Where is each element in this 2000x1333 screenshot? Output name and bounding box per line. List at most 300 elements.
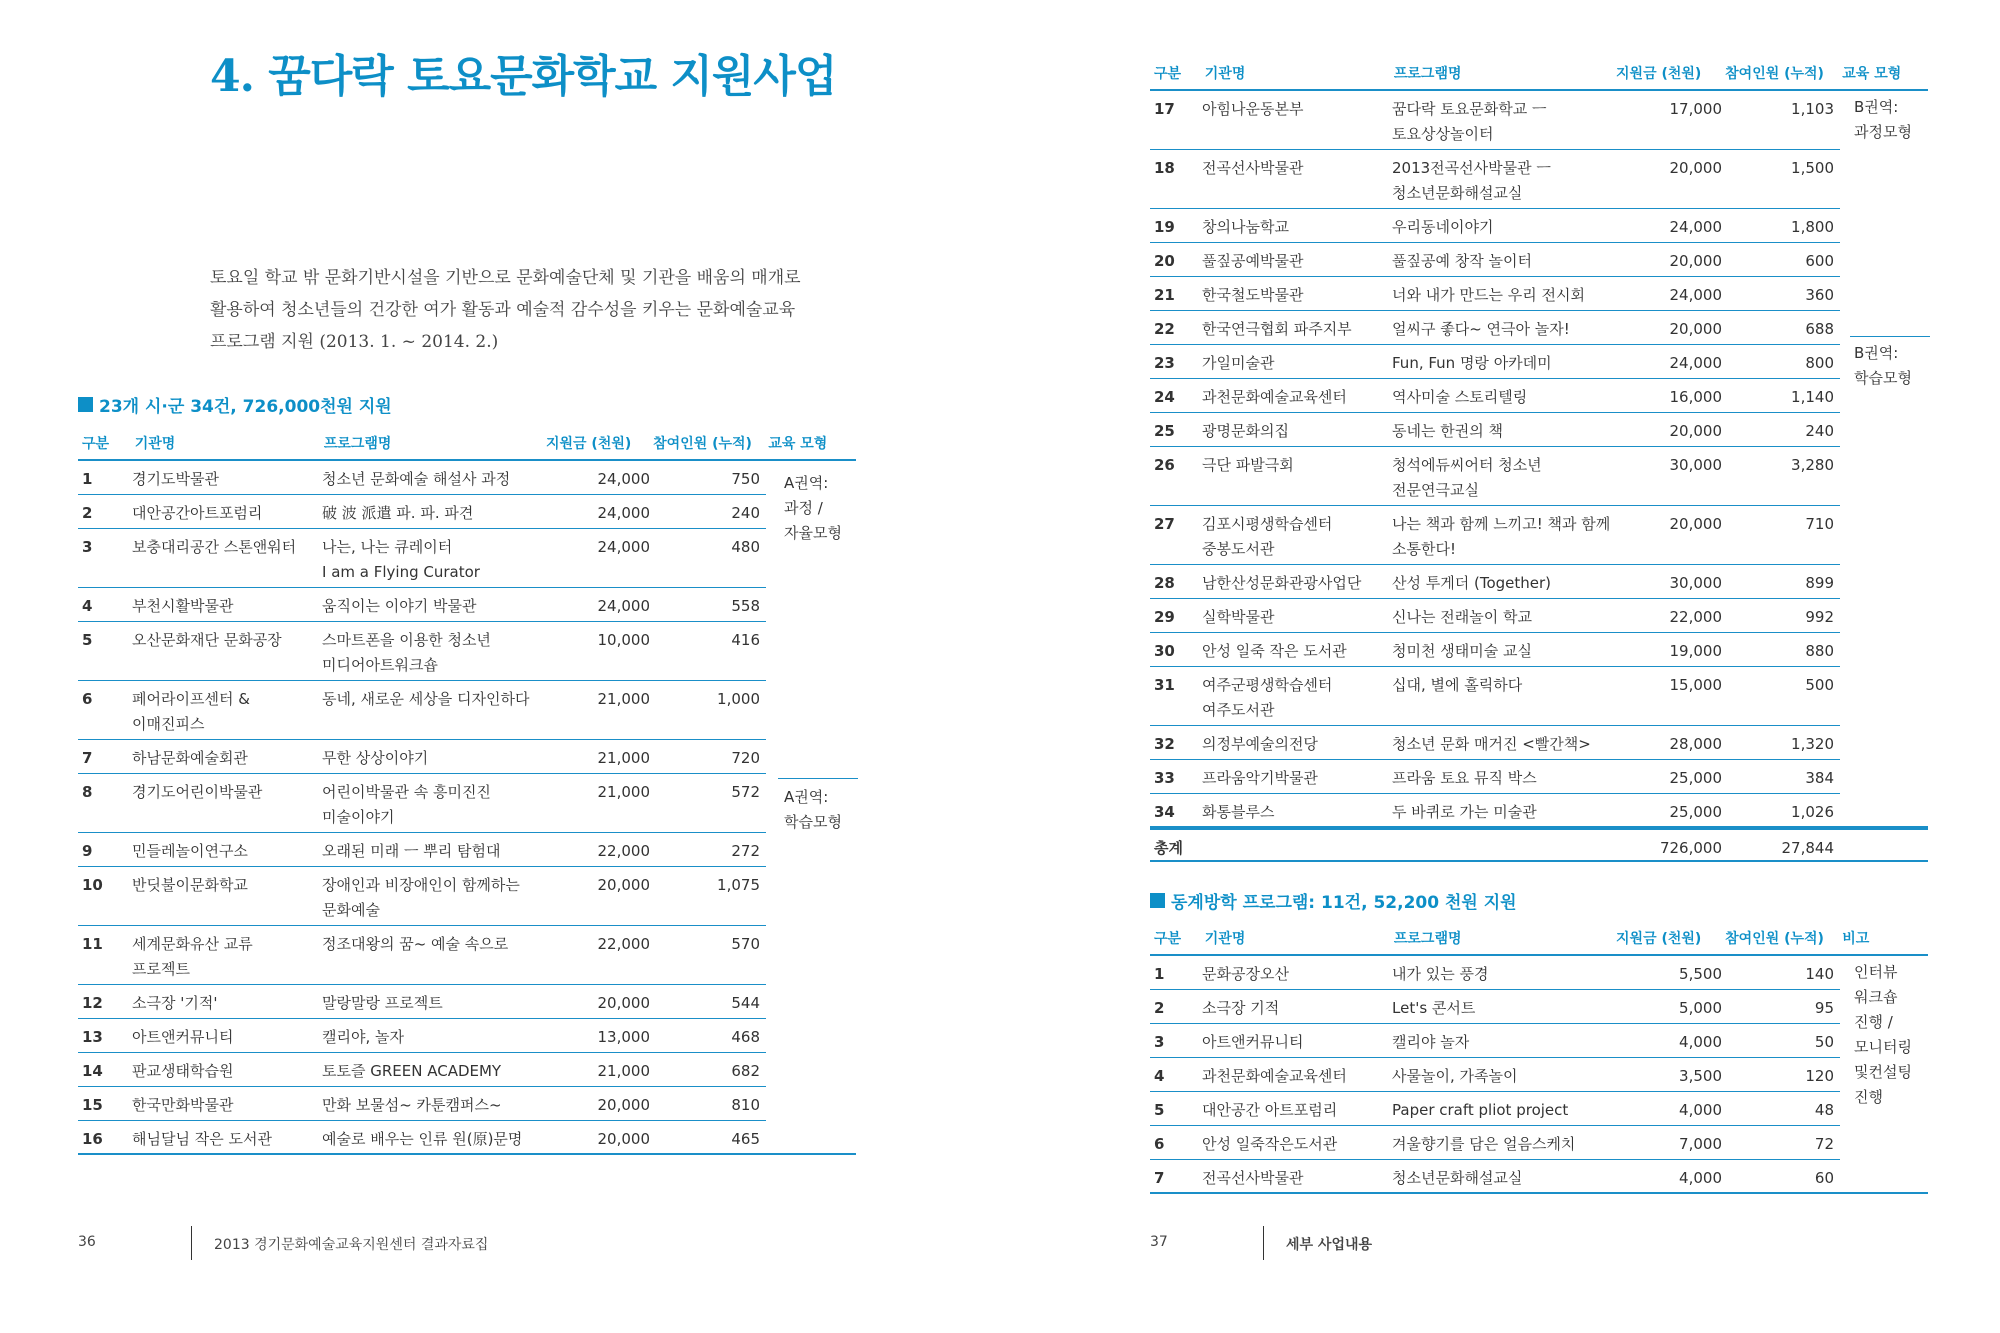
section-heading-1 [78, 392, 392, 417]
participant-count-line: 810 [731, 1096, 760, 1114]
institution-name [128, 1087, 318, 1121]
row-number [1150, 1126, 1198, 1160]
participant-count [1728, 667, 1840, 726]
row-number [1150, 1058, 1198, 1092]
institution-name [1198, 1160, 1388, 1194]
table-row [1150, 447, 1928, 506]
edu-model-a2 [784, 785, 842, 835]
table-row [78, 740, 856, 774]
intro-line: 활용하여 청소년들의 건강한 여가 활동과 예술적 감수성을 키우는 문화예술교육 [210, 300, 796, 320]
institution-name-line: 보충대리공간 스톤앤워터 [132, 538, 297, 556]
footer-section: 세부 사업내용 [1286, 1237, 1373, 1253]
participant-count-line: 572 [731, 783, 760, 801]
row-number-line: 21 [1154, 286, 1175, 304]
table-row [78, 1053, 856, 1087]
program-name-line: 두 바퀴로 가는 미술관 [1392, 803, 1537, 821]
edu-model-cell [1840, 667, 1928, 726]
program-name-line: 미술이야기 [322, 808, 395, 826]
footer-divider [1263, 1226, 1264, 1260]
edu-model-cell [1840, 633, 1928, 667]
participant-count [656, 1019, 766, 1053]
program-name [1388, 311, 1616, 345]
participant-count [656, 529, 766, 588]
support-amount [546, 1053, 656, 1087]
institution-name-line: 대안공간 아트포럼리 [1202, 1101, 1338, 1119]
program-name-line: 움직이는 이야기 박물관 [322, 597, 477, 615]
institution-name-line: 극단 파발극회 [1202, 456, 1294, 474]
institution-name-line: 반딧불이문화학교 [132, 876, 248, 894]
institution-name-line: 해님달님 작은 도서관 [132, 1130, 272, 1148]
program-name-line: 나는 책과 함께 느끼고! 책과 함께 [1392, 515, 1611, 533]
support-amount-line: 4,000 [1679, 1169, 1722, 1187]
program-name [1388, 209, 1616, 243]
row-number [78, 529, 128, 588]
support-amount [1616, 447, 1728, 506]
row-number [1150, 760, 1198, 794]
edu-model-cell [1840, 311, 1928, 345]
institution-name [1198, 379, 1388, 413]
col-header: 구분 [1154, 931, 1182, 947]
support-amount [1616, 379, 1728, 413]
program-name-line: 너와 내가 만드는 우리 전시회 [1392, 286, 1585, 304]
participant-count [1728, 990, 1840, 1024]
table-header [1150, 922, 1928, 956]
row-number-line: 4 [82, 597, 93, 615]
footer-divider [191, 1226, 192, 1260]
row-number [78, 461, 128, 495]
participant-count-line: 1,075 [717, 876, 760, 894]
program-name [318, 833, 546, 867]
edu-model-cell [1840, 726, 1928, 760]
participant-count [1728, 633, 1840, 667]
row-number-line: 13 [82, 1028, 103, 1046]
support-amount [1616, 277, 1728, 311]
page-title: 4. 꿈다락 토요문화학교 지원사업 [210, 51, 837, 102]
program-name [1388, 243, 1616, 277]
program-name [1388, 506, 1616, 565]
participant-count-line: 720 [731, 749, 760, 767]
row-number-line: 5 [82, 631, 93, 649]
edu-divider [778, 778, 858, 779]
participant-count-line: 50 [1814, 1033, 1834, 1051]
table-row [1150, 726, 1928, 760]
note-text: 진행 / [1854, 1013, 1893, 1031]
edu-model-cell [1840, 794, 1928, 828]
institution-name [1198, 1024, 1388, 1058]
support-amount-line: 22,000 [597, 842, 650, 860]
program-name [1388, 1092, 1616, 1126]
institution-name [1198, 760, 1388, 794]
institution-name [128, 740, 318, 774]
row-number-line: 1 [82, 470, 93, 488]
row-number [1150, 447, 1198, 506]
participant-count-line: 558 [731, 597, 760, 615]
edu-model-text: A권역: [784, 474, 829, 492]
institution-name [128, 681, 318, 740]
participant-count [656, 622, 766, 681]
institution-name-line: 민들레놀이연구소 [132, 842, 248, 860]
table-header [78, 427, 856, 461]
support-amount [1616, 345, 1728, 379]
institution-name [128, 461, 318, 495]
table-row [78, 985, 856, 1019]
program-name-line: 청소년 문화예술 해설사 과정 [322, 470, 511, 488]
institution-name-line: 안성 일죽작은도서관 [1202, 1135, 1338, 1153]
institution-name-line: 아힘나운동본부 [1202, 100, 1304, 118]
row-number [78, 985, 128, 1019]
support-amount [546, 681, 656, 740]
row-number-line: 27 [1154, 515, 1175, 533]
support-amount-line: 4,000 [1679, 1033, 1722, 1051]
program-name [1388, 990, 1616, 1024]
institution-name-line: 페어라이프센터 & [132, 690, 250, 708]
participant-count [656, 833, 766, 867]
edu-model-cell [766, 926, 856, 985]
institution-name [128, 833, 318, 867]
program-name [318, 774, 546, 833]
row-number-line: 5 [1154, 1101, 1165, 1119]
table-body [1150, 91, 1928, 828]
row-number-line: 31 [1154, 676, 1175, 694]
support-amount [1616, 150, 1728, 209]
row-number [78, 495, 128, 529]
table-row [78, 529, 856, 588]
program-name-line: Paper craft pliot project [1392, 1101, 1569, 1119]
participant-count [1728, 277, 1840, 311]
row-number-line: 32 [1154, 735, 1175, 753]
institution-name-line: 소극장 기적 [1202, 999, 1280, 1017]
participant-count [1728, 506, 1840, 565]
row-number [1150, 311, 1198, 345]
participant-count [1728, 243, 1840, 277]
participant-count-line: 1,320 [1791, 735, 1834, 753]
support-amount-line: 24,000 [1669, 286, 1722, 304]
support-amount-line: 17,000 [1669, 100, 1722, 118]
row-number [1150, 506, 1198, 565]
institution-name [128, 1019, 318, 1053]
edu-model-cell [1840, 506, 1928, 565]
participant-count [1728, 91, 1840, 150]
edu-model-text: 과정모형 [1854, 123, 1912, 141]
program-name [318, 681, 546, 740]
table-row [1150, 599, 1928, 633]
support-amount [1616, 311, 1728, 345]
participant-count-line: 682 [731, 1062, 760, 1080]
col-header: 참여인원 (누적) [1725, 931, 1824, 947]
institution-name-line: 광명문화의집 [1202, 422, 1289, 440]
edu-model-text: 학습모형 [784, 813, 842, 831]
participant-count [1728, 447, 1840, 506]
page-number-right: 37 [1150, 1234, 1168, 1250]
program-name [1388, 150, 1616, 209]
program-name [1388, 91, 1616, 150]
support-amount-line: 24,000 [597, 504, 650, 522]
program-name [318, 622, 546, 681]
edu-model-cell [1840, 599, 1928, 633]
participant-count-line: 1,103 [1791, 100, 1834, 118]
participant-count-line: 95 [1814, 999, 1834, 1017]
program-name-line: 겨울향기를 담은 얼음스케치 [1392, 1135, 1576, 1153]
support-amount [1616, 1092, 1728, 1126]
support-amount [546, 774, 656, 833]
program-name [1388, 726, 1616, 760]
row-number [1150, 209, 1198, 243]
edu-model-b2 [1854, 341, 1912, 391]
support-amount-line: 25,000 [1669, 769, 1722, 787]
institution-name-line: 오산문화재단 문화공장 [132, 631, 282, 649]
program-name-line: 풀짚공예 창작 놀이터 [1392, 252, 1532, 270]
support-amount-line: 19,000 [1669, 642, 1722, 660]
intro-line: 토요일 학교 밖 문화기반시설을 기반으로 문화예술단체 및 기관을 배움의 매개로 [210, 268, 801, 288]
participant-count-line: 600 [1805, 252, 1834, 270]
program-name-line: 정조대왕의 꿈~ 예술 속으로 [322, 935, 509, 953]
participant-count-line: 500 [1805, 676, 1834, 694]
institution-name-line: 아트앤커뮤니티 [1202, 1033, 1304, 1051]
support-amount [546, 461, 656, 495]
total-people: 27,844 [1781, 839, 1834, 857]
support-amount-line: 24,000 [597, 470, 650, 488]
table-row [1150, 277, 1928, 311]
support-amount-line: 21,000 [597, 749, 650, 767]
support-amount [546, 622, 656, 681]
row-number-line: 14 [82, 1062, 103, 1080]
support-amount [1616, 1126, 1728, 1160]
participant-count [656, 985, 766, 1019]
support-amount-line: 20,000 [597, 994, 650, 1012]
participant-count-line: 240 [731, 504, 760, 522]
institution-name [1198, 990, 1388, 1024]
row-number-line: 8 [82, 783, 93, 801]
support-amount [1616, 726, 1728, 760]
program-name [1388, 667, 1616, 726]
institution-name [128, 985, 318, 1019]
row-number-line: 19 [1154, 218, 1175, 236]
page-number-left: 36 [78, 1234, 96, 1250]
row-number-line: 18 [1154, 159, 1175, 177]
institution-name-line: 과천문화예술교육센터 [1202, 1067, 1347, 1085]
participant-count-line: 272 [731, 842, 760, 860]
col-header: 지원금 (천원) [545, 436, 632, 452]
row-number-line: 7 [1154, 1169, 1165, 1187]
row-number-line: 30 [1154, 642, 1175, 660]
support-amount-line: 30,000 [1669, 456, 1722, 474]
program-name [1388, 1126, 1616, 1160]
institution-name [1198, 794, 1388, 828]
program-name-line: 우리동네이야기 [1392, 218, 1494, 236]
table-row [1150, 379, 1928, 413]
institution-name-line: 실학박물관 [1202, 608, 1275, 626]
row-number [78, 867, 128, 926]
participant-count-line: 120 [1805, 1067, 1834, 1085]
row-number [1150, 599, 1198, 633]
edu-model-cell [766, 588, 856, 622]
table-row [1150, 1092, 1928, 1126]
program-name [318, 1087, 546, 1121]
support-amount [1616, 1160, 1728, 1194]
institution-name-line: 화통블루스 [1202, 803, 1275, 821]
support-amount [546, 833, 656, 867]
row-number-line: 20 [1154, 252, 1175, 270]
table-row [1150, 345, 1928, 379]
support-amount-line: 7,000 [1679, 1135, 1722, 1153]
intro-line: 프로그램 지원 (2013. 1. ~ 2014. 2.) [210, 332, 499, 352]
institution-name-line: 대안공간아트포럼리 [132, 504, 263, 522]
program-name-line: Let's 콘서트 [1392, 999, 1476, 1017]
table-row [1150, 565, 1928, 599]
support-amount [546, 867, 656, 926]
institution-name-line: 풀짚공예박물관 [1202, 252, 1304, 270]
participant-count [656, 926, 766, 985]
participant-count-line: 360 [1805, 286, 1834, 304]
support-amount-line: 25,000 [1669, 803, 1722, 821]
table-row [78, 1121, 856, 1155]
edu-model-cell [766, 622, 856, 681]
participant-count [1728, 311, 1840, 345]
row-number [78, 588, 128, 622]
table-row [1150, 150, 1928, 209]
program-name-line: 청소년문화해설교실 [1392, 1169, 1523, 1187]
participant-count [656, 588, 766, 622]
row-number [1150, 990, 1198, 1024]
support-amount-line: 24,000 [597, 538, 650, 556]
institution-name-line: 의정부예술의전당 [1202, 735, 1318, 753]
institution-name-line: 한국연극협회 파주지부 [1202, 320, 1352, 338]
program-name-line: 청미천 생태미술 교실 [1392, 642, 1532, 660]
table-row [1150, 633, 1928, 667]
table-row [78, 495, 856, 529]
row-number [1150, 243, 1198, 277]
support-amount [1616, 990, 1728, 1024]
edu-model-cell [1840, 565, 1928, 599]
note-text: 워크숍 [1854, 988, 1898, 1006]
edu-model-text: 자율모형 [784, 524, 842, 542]
col-header: 프로그램명 [1393, 66, 1462, 82]
support-amount [1616, 243, 1728, 277]
table-row [1150, 990, 1928, 1024]
program-name [318, 1121, 546, 1155]
row-number [1150, 379, 1198, 413]
institution-name [1198, 633, 1388, 667]
participant-count-line: 710 [1805, 515, 1834, 533]
participant-count-line: 480 [731, 538, 760, 556]
institution-name [1198, 599, 1388, 633]
program-name [1388, 794, 1616, 828]
participant-count [656, 774, 766, 833]
table-row [78, 867, 856, 926]
program-name-line: 산성 투게더 (Together) [1392, 574, 1552, 592]
square-bullet-icon [1150, 893, 1165, 908]
col-header: 교육 모형 [768, 436, 828, 452]
col-header: 프로그램명 [1393, 931, 1462, 947]
row-number-line: 17 [1154, 100, 1175, 118]
edu-model-text: 과정 / [784, 499, 823, 517]
edu-model-cell [1840, 1126, 1928, 1160]
program-name [1388, 565, 1616, 599]
edu-model-cell [766, 1019, 856, 1053]
col-header: 지원금 (천원) [1616, 931, 1702, 947]
institution-name-line: 남한산성문화관광사업단 [1202, 574, 1362, 592]
participant-count-line: 899 [1805, 574, 1834, 592]
footer-publication: 2013 경기문화예술교육지원센터 결과자료집 [214, 1237, 489, 1253]
program-name-line: 캘리야 놀자 [1392, 1033, 1470, 1051]
row-number [1150, 667, 1198, 726]
participant-count-line: 72 [1814, 1135, 1834, 1153]
table-row [1150, 760, 1928, 794]
program-name [1388, 633, 1616, 667]
row-number [78, 1121, 128, 1155]
table-row [1150, 209, 1928, 243]
edu-model-cell [766, 1121, 856, 1155]
participant-count-line: 60 [1814, 1169, 1834, 1187]
col-header: 비고 [1842, 931, 1870, 947]
participant-count [1728, 209, 1840, 243]
participant-count [1728, 599, 1840, 633]
table-row [1150, 506, 1928, 565]
institution-name-line: 여주군평생학습센터 [1202, 676, 1333, 694]
institution-name [1198, 956, 1388, 990]
table-row [1150, 311, 1928, 345]
participant-count [656, 495, 766, 529]
col-header: 기관명 [134, 436, 176, 452]
support-amount-line: 13,000 [597, 1028, 650, 1046]
institution-name-line: 판교생태학습원 [132, 1062, 234, 1080]
institution-name-line: 문화공장오산 [1202, 965, 1289, 983]
support-amount-line: 21,000 [597, 783, 650, 801]
table-row [1150, 956, 1928, 990]
institution-name-line: 프라움악기박물관 [1202, 769, 1318, 787]
support-amount-line: 20,000 [597, 1096, 650, 1114]
row-number [1150, 956, 1198, 990]
edu-model-cell [1840, 277, 1928, 311]
program-name-line: 청소년 문화 매거진 <빨간책> [1392, 735, 1591, 753]
table-row [1150, 1024, 1928, 1058]
institution-name-line: 경기도어린이박물관 [132, 783, 263, 801]
col-header: 참여인원 (누적) [653, 436, 752, 452]
support-amount [546, 740, 656, 774]
program-name-line: 프라움 토요 뮤직 박스 [1392, 769, 1537, 787]
support-amount [1616, 1058, 1728, 1092]
participant-count-line: 468 [731, 1028, 760, 1046]
institution-name [1198, 1058, 1388, 1092]
section-heading-2 [1150, 888, 1517, 913]
note-text: 및컨설팅 [1854, 1063, 1912, 1081]
note-text: 모니터링 [1854, 1038, 1912, 1056]
row-number [1150, 633, 1198, 667]
institution-name-line: 중봉도서관 [1202, 540, 1275, 558]
support-amount-line: 24,000 [1669, 218, 1722, 236]
table-row [78, 622, 856, 681]
participant-count [1728, 794, 1840, 828]
row-number-line: 16 [82, 1130, 103, 1148]
participant-count-line: 688 [1805, 320, 1834, 338]
program-name [318, 1019, 546, 1053]
section-heading-text: 23개 시·군 34건, 726,000천원 지원 [99, 397, 392, 417]
row-number [78, 926, 128, 985]
program-name [1388, 599, 1616, 633]
program-name-line: I am a Flying Curator [322, 563, 480, 581]
support-table-right [1150, 57, 1928, 862]
edu-model-text: B권역: [1854, 344, 1899, 362]
institution-name [1198, 91, 1388, 150]
program-name [1388, 413, 1616, 447]
support-amount [1616, 209, 1728, 243]
program-name [1388, 379, 1616, 413]
institution-name-line: 과천문화예술교육센터 [1202, 388, 1347, 406]
program-name-line: 신나는 전래놀이 학교 [1392, 608, 1532, 626]
col-header: 참여인원 (누적) [1725, 66, 1824, 82]
col-header: 기관명 [1204, 66, 1246, 82]
participant-count [1728, 760, 1840, 794]
